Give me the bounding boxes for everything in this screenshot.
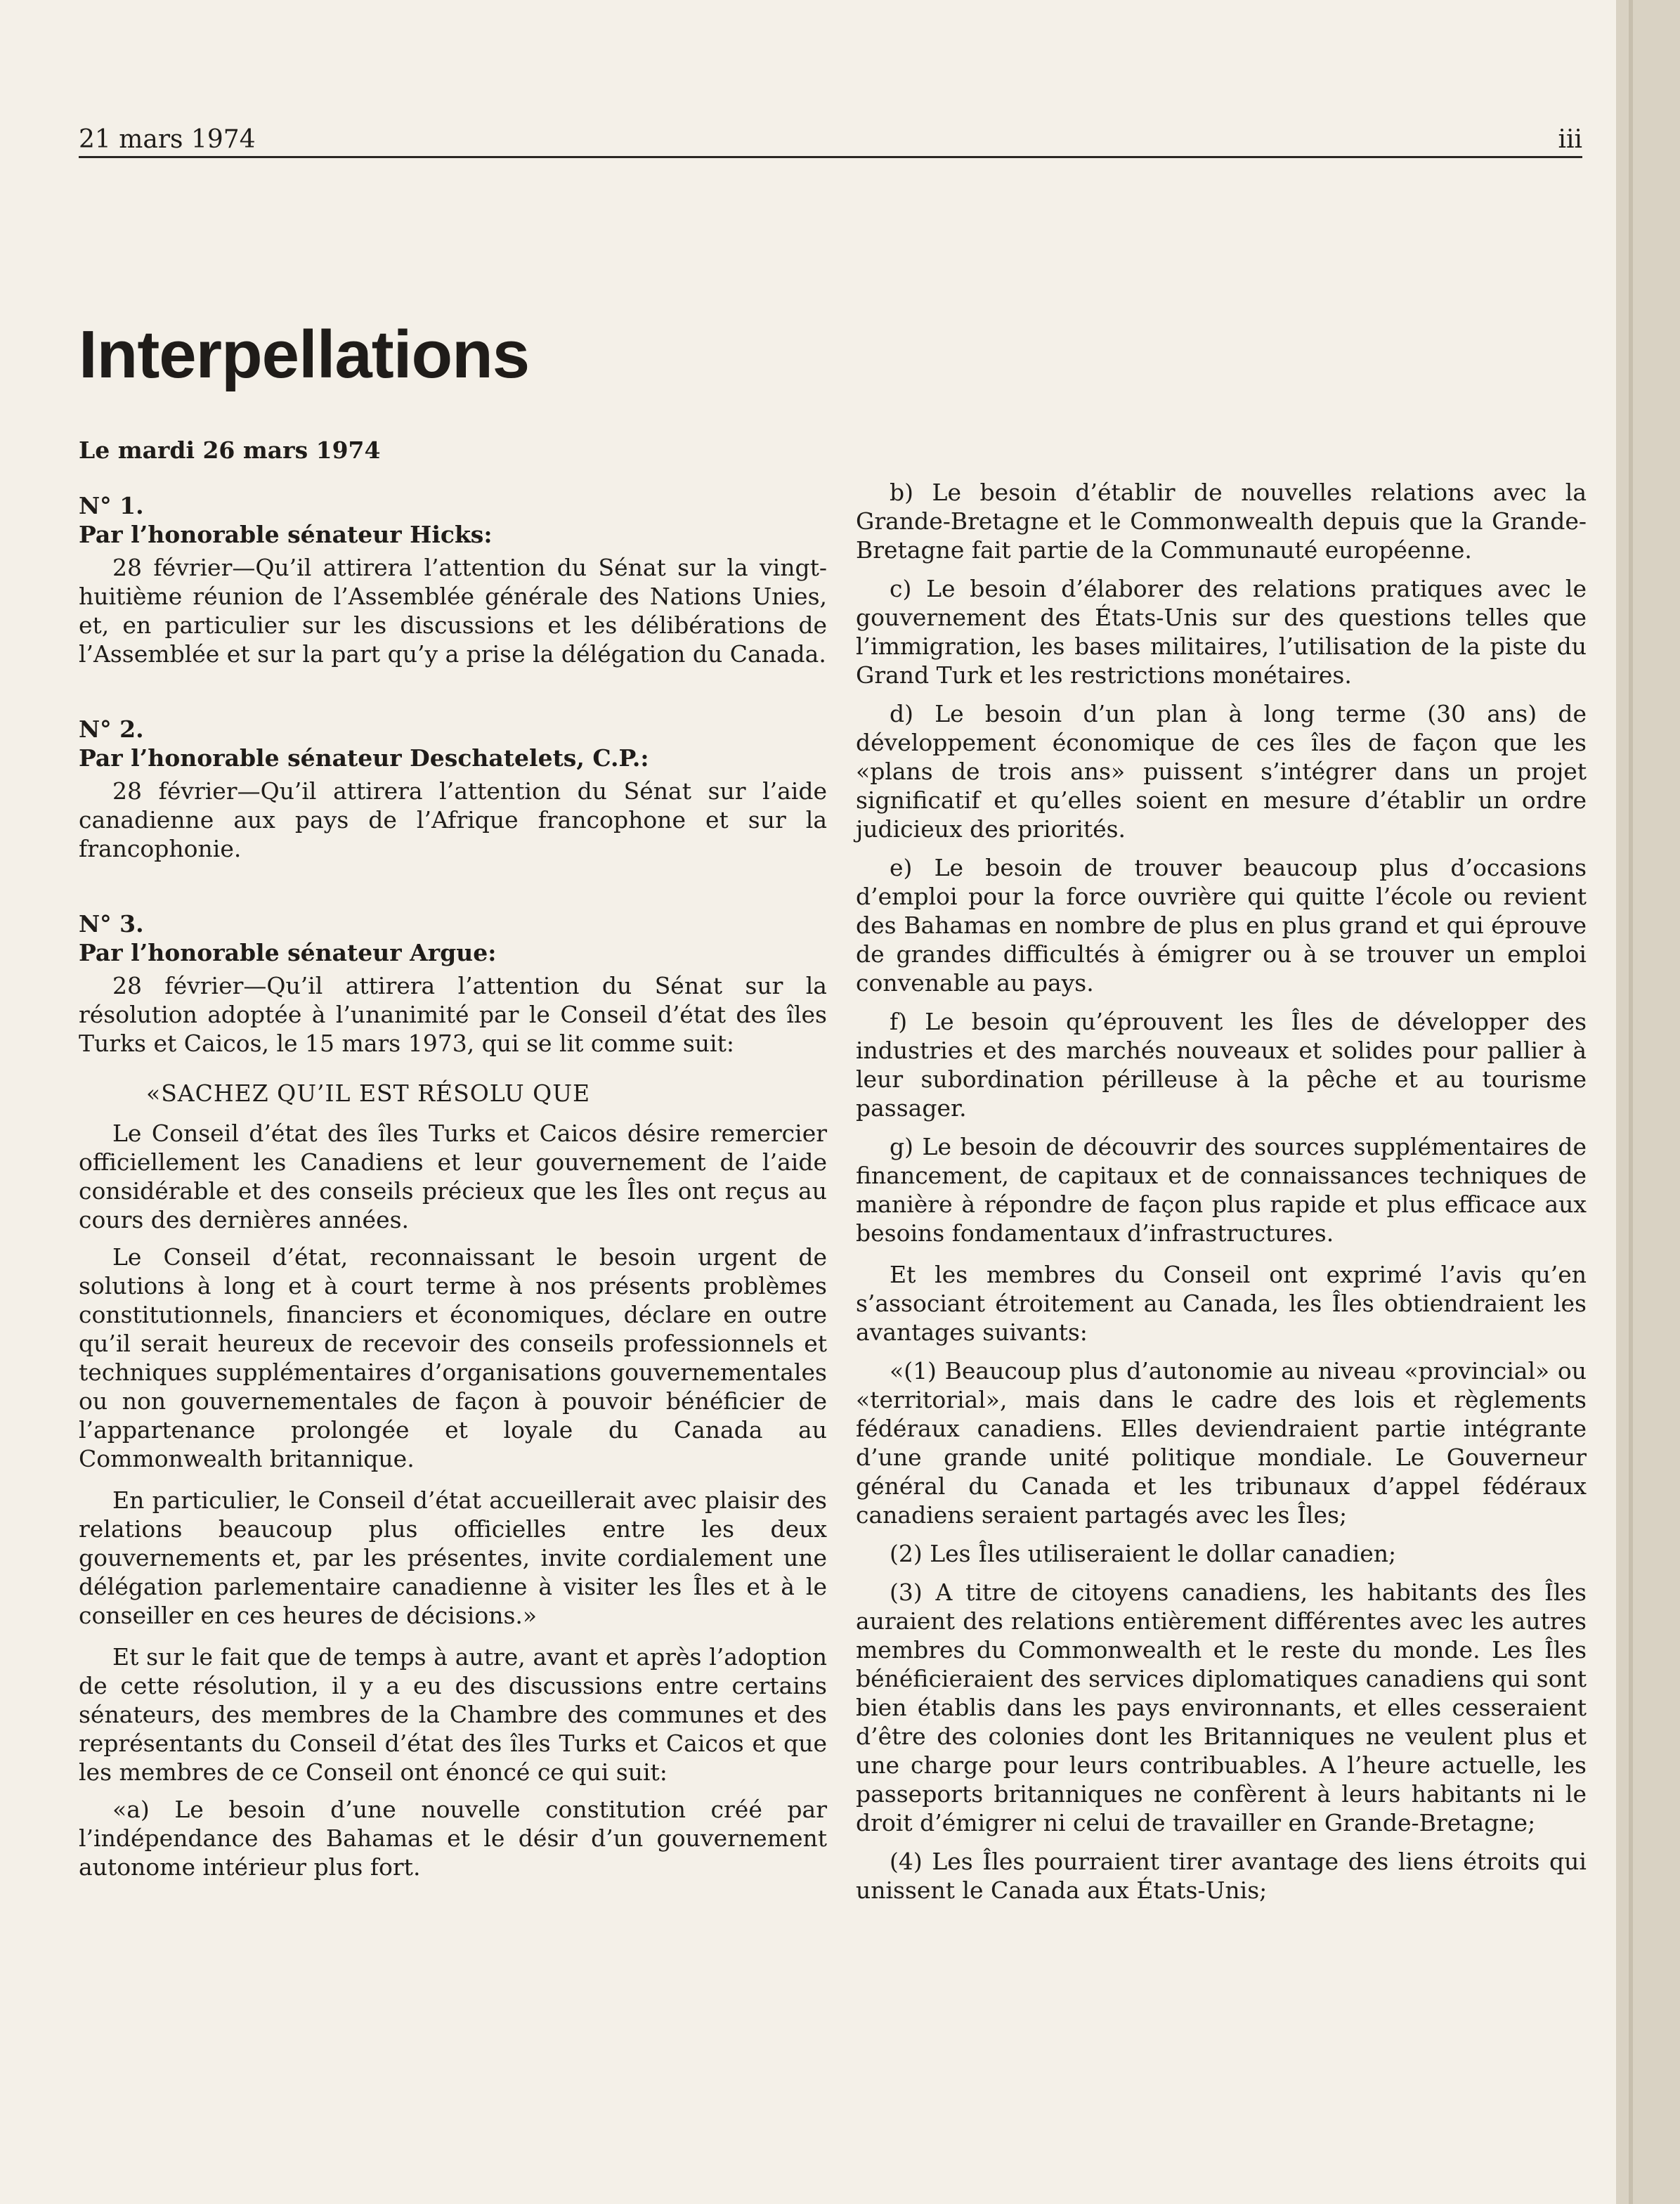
need-item: g) Le besoin de découvrir des sources supplémentaires de financement, de capitaux et de connaissances techniques de manière à répondre de façon plus rapide et plus efficace aux besoins fondamentaux d’infrastructures. xyxy=(856,1133,1587,1247)
question-author: Par l’honorable sénateur Argue: xyxy=(79,939,497,966)
page-number: iii xyxy=(1558,125,1582,154)
question-1 xyxy=(79,491,827,668)
binding-line xyxy=(1629,0,1633,2204)
need-item: f) Le besoin qu’éprouvent les Îles de développer des industries et des marchés nouveaux et solides pour pallier à leur subordination périlleuse à la pêche et au tourisme passager. xyxy=(856,1008,1587,1122)
need-item: b) Le besoin d’établir de nouvelles relations avec la Grande-Bretagne et le Commonwealth depuis que la Grande-Bretagne fait partie de la Communauté européenne. xyxy=(856,479,1587,564)
question-3 xyxy=(79,909,827,1058)
left-column xyxy=(79,211,827,1891)
question-author: Par l’honorable sénateur Deschatelets, C.P.: xyxy=(79,744,649,772)
resolution-paragraph: Le Conseil d’état des îles Turks et Caicos désire remercier officiellement les Canadiens et leur gouvernement de l’aide considérable et des conseils précieux que les Îles ont reçus au cours des dernières années. xyxy=(79,1120,827,1233)
header-date: 21 mars 1974 xyxy=(79,125,256,154)
sitting-date: Le mardi 26 mars 1974 xyxy=(79,436,381,464)
page-edge xyxy=(1616,0,1680,2204)
question-text: 28 février—Qu’il attirera l’attention du Sénat sur l’aide canadienne aux pays de l’Afrique francophone et sur la francophonie. xyxy=(79,777,827,862)
advantage-item: (4) Les Îles pourraient tirer avantage des liens étroits qui unissent le Canada aux États-Unis; xyxy=(856,1848,1587,1904)
resolution-paragraph: Le Conseil d’état, reconnaissant le besoin urgent de solutions à long et à court terme à nos présents problèmes constitutionnels, financiers et économiques, déclare en outre qu’il serait heureux de recevoir des conseils professionnels et techniques supplémentaires d’organisations gouvernementales ou non gouvernementales de façon à pouvoir bénéficier de l’appartenance prolongée et loyale du Canada au Commonwealth britannique. xyxy=(79,1243,827,1472)
question-text: 28 février—Qu’il attirera l’attention du Sénat sur la vingt-huitième réunion de l’Assemblée générale des Nations Unies, et, en particulier sur les discussions et les délibérations de l’Assemblée et sur la part qu’y a prise la délégation du Canada. xyxy=(79,554,827,668)
needs-list-start xyxy=(79,1795,827,1881)
need-item: e) Le besoin de trouver beaucoup plus d’occasions d’emploi pour la force ouvrière qui quitte l’école ou revient des Bahamas en nombre de plus en plus grand et qui éprouve de grandes difficultés à émigrer ou à se trouver un emploi convenable au pays. xyxy=(856,854,1587,997)
resolution-heading: «SACHEZ QU’IL EST RÉSOLU QUE xyxy=(146,1080,591,1107)
advantage-item: «(1) Beaucoup plus d’autonomie au niveau «provincial» ou «territorial», mais dans le cadre des lois et règlements fédéraux canadiens. Elles deviendraient partie intégrante d’une grande unité politique mondiale. Le Gouverneur général du Canada et les tribunaux d’appel fédéraux canadiens seraient partagés avec les Îles; xyxy=(856,1357,1587,1529)
context-paragraph: Et sur le fait que de temps à autre, avant et après l’adoption de cette résolution, il y a eu des discussions entre certains sénateurs, des membres de la Chambre des communes et des représentants du Conseil d’état des îles Turks et Caicos et que les membres de ce Conseil ont énoncé ce qui suit: xyxy=(79,1643,827,1786)
header-rule xyxy=(79,156,1582,158)
question-2 xyxy=(79,715,827,863)
need-item: d) Le besoin d’un plan à long terme (30 ans) de développement économique de ces îles de façon que les «plans de trois ans» puissent s’intégrer dans un projet significatif et qu’elles soient en mesure d’établir un ordre judicieux des priorités. xyxy=(856,700,1587,843)
question-author: Par l’honorable sénateur Hicks: xyxy=(79,521,493,548)
page-title: Interpellations xyxy=(79,317,530,392)
advantage-item: (3) A titre de citoyens canadiens, les habitants des Îles auraient des relations entièrement différentes avec les autres membres du Commonwealth et le reste du monde. Les Îles bénéficieraient des services diplomatiques canadiens qui sont bien établis dans les pays environnants, et elles cesseraient d’être des colonies dont les Britanniques ne veulent plus et une charge pour leurs contribuables. A l’heure actuelle, les passeports britanniques ne confèrent à leurs habitants ni le droit d’émigrer ni celui de travailler en Grande-Bretagne; xyxy=(856,1579,1587,1836)
advantage-item: (2) Les Îles utiliseraient le dollar canadien; xyxy=(890,1540,1397,1567)
question-number: N° 1. xyxy=(79,492,144,519)
advantages-intro: Et les membres du Conseil ont exprimé l’avis qu’en s’associant étroitement au Canada, les Îles obtiendraient les avantages suivants: xyxy=(856,1261,1587,1346)
resolution-paragraph: En particulier, le Conseil d’état accueillerait avec plaisir des relations beaucoup plus officielles entre les deux gouvernements et, par les présentes, invite cordialement une délégation parlementaire canadienne à visiter les Îles et à le conseiller en ces heures de décisions.» xyxy=(79,1486,827,1629)
need-item: «a) Le besoin d’une nouvelle constitution créé par l’indépendance des Bahamas et le désir d’un gouvernement autonome intérieur plus fort. xyxy=(79,1796,827,1881)
question-number: N° 2. xyxy=(79,715,144,743)
need-item: c) Le besoin d’élaborer des relations pratiques avec le gouvernement des États-Unis sur des questions telles que l’immigration, les bases militaires, l’utilisation de la piste du Grand Turk et les restrictions monétaires. xyxy=(856,575,1587,689)
question-text: 28 février—Qu’il attirera l’attention du Sénat sur la résolution adoptée à l’unanimité par le Conseil d’état des îles Turks et Caicos, le 15 mars 1973, qui se lit comme suit: xyxy=(79,972,827,1057)
right-column xyxy=(856,478,1587,1914)
question-number: N° 3. xyxy=(79,910,144,938)
running-header xyxy=(79,125,1582,154)
